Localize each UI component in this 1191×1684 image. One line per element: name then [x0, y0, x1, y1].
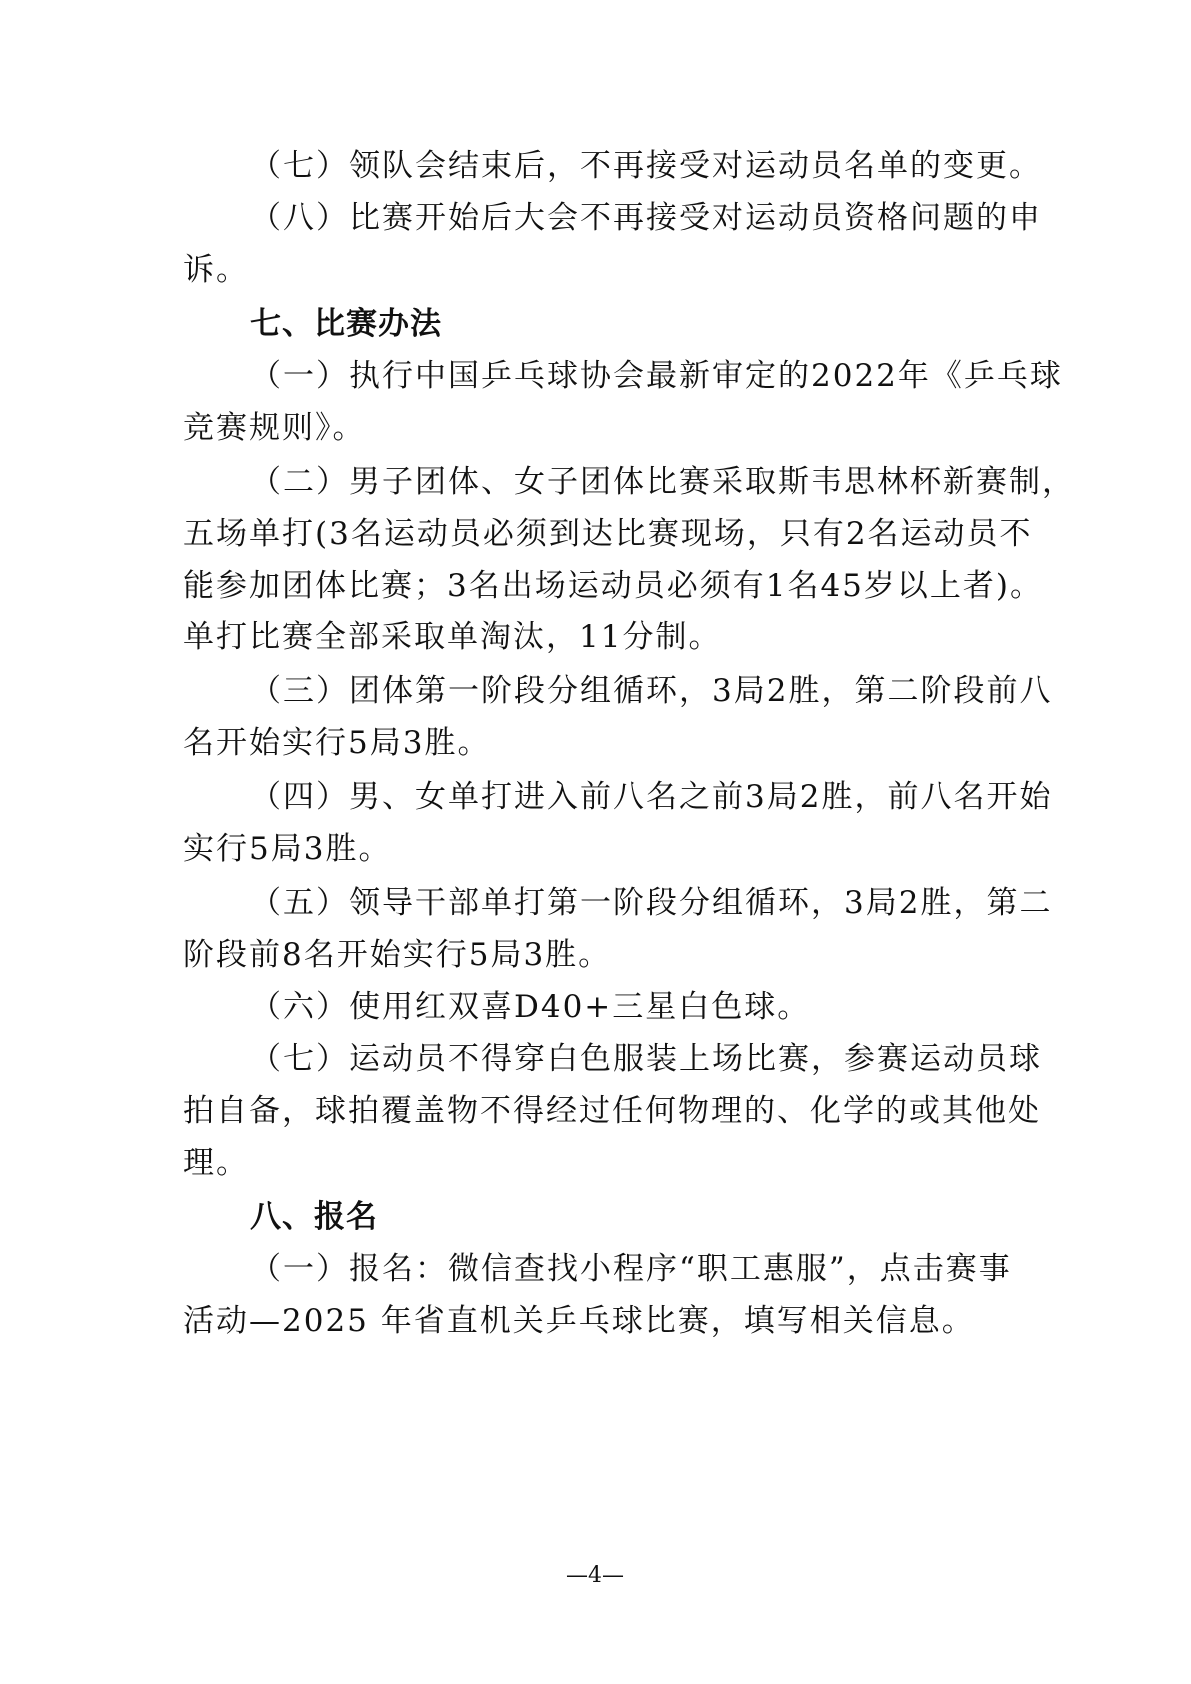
text-line: （一）报名：微信查找小程序“职工惠服”，点击赛事 [250, 1251, 1012, 1287]
text-line: 能参加团体比赛；3名出场运动员必须有1名45岁以上者)。 [183, 568, 1043, 604]
section-heading: 七、比赛办法 [250, 306, 442, 342]
text-line: 阶段前8名开始实行5局3胜。 [183, 937, 612, 973]
text-line: （七）运动员不得穿白色服装上场比赛，参赛运动员球 [250, 1041, 1042, 1077]
text-line: 拍自备，球拍覆盖物不得经过任何物理的、化学的或其他处 [183, 1093, 1041, 1129]
text-line: （七）领队会结束后，不再接受对运动员名单的变更。 [250, 148, 1042, 184]
text-line: 活动—2025 年省直机关乒乓球比赛，填写相关信息。 [183, 1303, 975, 1339]
text-line: （一）执行中国乒乓球协会最新审定的2022年《乒乓球 [250, 358, 1063, 394]
text-line: 竞赛规则》。 [183, 410, 366, 446]
section-heading: 八、报名 [250, 1199, 378, 1235]
page-number: —4— [566, 1563, 624, 1588]
text-line: 诉。 [183, 252, 249, 288]
text-line: 实行5局3胜。 [183, 831, 392, 867]
text-line: 理。 [183, 1145, 249, 1181]
text-line: （三）团体第一阶段分组循环，3局2胜，第二阶段前八 [250, 673, 1053, 709]
text-line: 名开始实行5局3胜。 [183, 725, 491, 761]
text-line: （五）领导干部单打第一阶段分组循环，3局2胜，第二 [250, 885, 1053, 921]
text-line: （二）男子团体、女子团体比赛采取斯韦思林杯新赛制， [250, 464, 1075, 500]
text-line: （四）男、女单打进入前八名之前3局2胜，前八名开始 [250, 779, 1053, 815]
text-line: 五场单打(3名运动员必须到达比赛现场，只有2名运动员不 [183, 516, 1033, 552]
text-line: （八）比赛开始后大会不再接受对运动员资格问题的申 [250, 200, 1042, 236]
text-line: 单打比赛全部采取单淘汰，11分制。 [183, 619, 722, 655]
text-line: （六）使用红双喜D40+三星白色球。 [250, 989, 811, 1025]
